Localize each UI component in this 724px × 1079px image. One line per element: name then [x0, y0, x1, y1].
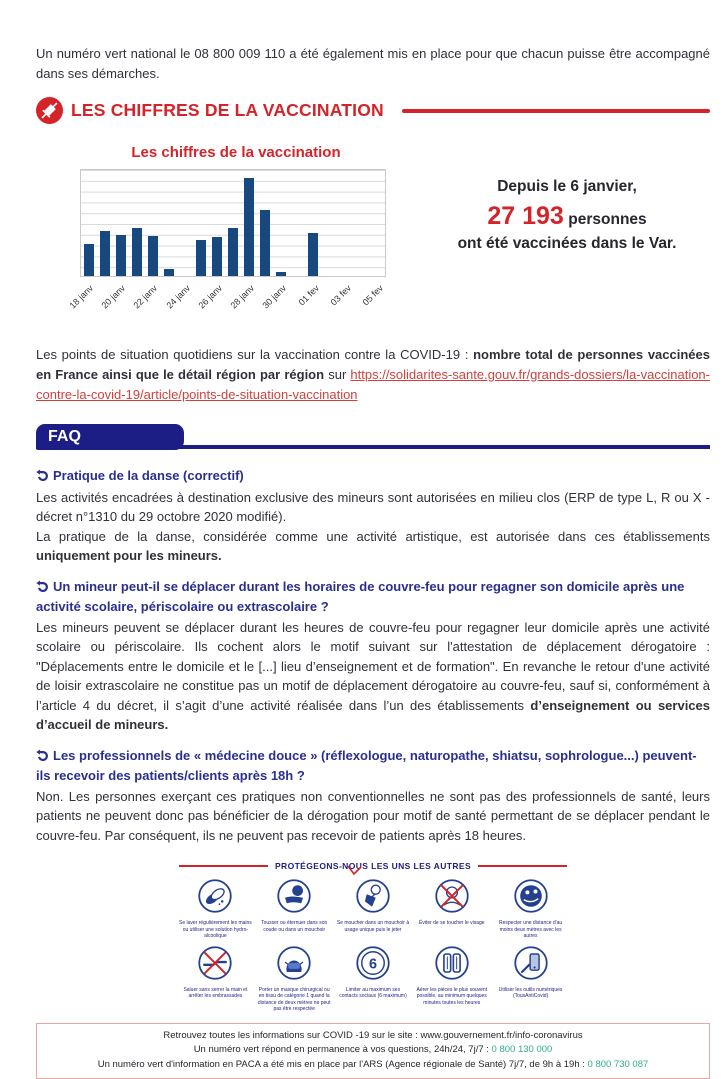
- curved-arrow-icon: [36, 578, 48, 598]
- faq-item-danse: [36, 466, 710, 566]
- footer-line-website: Retrouvez toutes les informations sur COVID -19 sur le site : www.gouvernement.fr/info-coronavirus: [163, 1029, 583, 1041]
- infographic-caption: Porter un masque chirurgical ou en tissu de catégorie 1 quand la distance de deux mètres ne peut pas être respectée: [257, 986, 331, 1013]
- vaccinated-count: 27 193: [487, 202, 564, 230]
- x-tick-label: 01 fev: [296, 283, 321, 308]
- x-tick-label: 05 fev: [360, 283, 386, 308]
- x-tick-label: 26 janv: [196, 283, 224, 311]
- infographic-caption: Tousser ou éternuer dans son coude ou dans un mouchoir: [261, 920, 328, 933]
- x-tick-label: 18 janv: [67, 283, 96, 311]
- infographic-item: [179, 878, 252, 940]
- chart-bar: [228, 228, 238, 276]
- faq-answer: Les activités encadrées à destination exclusive des mineurs sont autorisées en milieu clos (ERP de type L, R ou X - décret n°1310 du 29 octobre 2020 modifié). La pratique de la danse, considérée comme une activité artistique, est autorisée dans ces établissements uniquement pour les mineurs.: [36, 489, 710, 564]
- footer-line-paca-number: Un numéro vert d'information en PACA a été mis en place par l'ARS (Agence régionale de Santé) 7j/7, de 9h à 19h : 0 800 730 087: [97, 1059, 649, 1071]
- chart-bar: [100, 231, 110, 276]
- faq-item-mineur-couvre-feu: [36, 577, 710, 735]
- infographic-icon-grid: [179, 878, 567, 1013]
- infographic-caption: Éviter de se toucher le visage: [418, 920, 485, 927]
- infographic-caption: Limiter au maximum ses contacts sociaux (6 maximum): [339, 986, 407, 1000]
- chart-plot-area: [80, 169, 386, 277]
- no-touch-face-icon: [415, 878, 488, 919]
- x-tick-label: 03 fev: [328, 283, 353, 308]
- syringe-icon: [36, 97, 63, 124]
- tissue-icon: [337, 878, 410, 919]
- chart-bar: [132, 228, 142, 276]
- infographic-item: [494, 878, 567, 940]
- faq-answer: Non. Les personnes exerçant ces pratiques non conventionnelles ne sont pas des professionnels de santé, leurs patients ne peuvent donc pas bénéficier de la dérogation pour motif de santé permettant de se déplacer pendant le couvre-feu. Par conséquent, ils ne peuvent pas recevoir de patients après 18 heures.: [36, 788, 710, 843]
- faq-banner: [36, 424, 710, 454]
- chart-bar: [148, 236, 158, 276]
- infographic-caption: Se laver régulièrement les mains ou utiliser une solution hydro-alcoolique: [179, 920, 252, 940]
- infographic-caption: Respecter une distance d'au moins deux mètres avec les autres: [498, 920, 563, 940]
- infographic-caption: Aérer les pièces le plus souvent possible, au minimum quelques minutes toutes les heures: [416, 986, 488, 1006]
- chart-bar: [116, 235, 126, 276]
- faq-question: Un mineur peut-il se déplacer durant les horaires de couvre-feu pour regagner son domicile après une activité scolaire, périscolaire ou extrascolaire ?: [36, 578, 685, 615]
- mask-icon: [258, 945, 331, 986]
- chart-bar: [308, 233, 318, 276]
- curved-arrow-icon: [36, 747, 48, 767]
- infographic-title-row: [179, 856, 567, 872]
- infographic-item: [258, 945, 331, 1013]
- vaccination-stats-block: [424, 178, 710, 253]
- infographic-item: [494, 945, 567, 1013]
- infographic-caption: Utiliser les outils numériques (TousAntiCovid): [498, 986, 563, 1000]
- faq-question: Pratique de la danse (correctif): [36, 466, 710, 487]
- stats-since-date: Depuis le 6 janvier,: [497, 178, 637, 195]
- curved-arrow-icon: [36, 467, 48, 487]
- section-header-vaccination: [36, 97, 710, 124]
- infographic-item: [337, 945, 410, 1013]
- section-title: LES CHIFFRES DE LA VACCINATION: [71, 100, 384, 120]
- infographic-caption: Se moucher dans un mouchoir à usage unique puis le jeter: [336, 920, 410, 933]
- air-rooms-icon: [415, 945, 488, 986]
- x-tick-label: 28 janv: [228, 283, 257, 311]
- wash-hands-icon: [179, 878, 252, 919]
- protection-infographic: [179, 856, 567, 1013]
- cough-elbow-icon: [258, 878, 331, 919]
- stats-territory-line: ont été vaccinées dans le Var.: [457, 235, 677, 252]
- footer-line-national-number: Un numéro vert répond en permanence à vos questions, 24h/24, 7j/7 : 0 800 130 000: [193, 1044, 553, 1056]
- daily-report-paragraph: Les points de situation quotidiens sur la vaccination contre la COVID-19 : nombre total de personnes vaccinées en France ainsi que le détail région par région sur https://solidarites-sante.gouv.fr/grands-dossiers/la-vaccination-contre-la-covid-19/article/points-de-situation-vaccination: [36, 347, 710, 402]
- infographic-item: [415, 878, 488, 940]
- section-title-rule: [402, 109, 710, 113]
- chart-bar: [244, 178, 254, 276]
- svg-text:6: 6: [368, 956, 377, 973]
- infographic-title: PROTÉGEONS-NOUS LES UNS LES AUTRES: [268, 861, 478, 871]
- chart-title: Les chiffres de la vaccination: [131, 144, 341, 161]
- faq-answer: Les mineurs peuvent se déplacer durant les heures de couvre-feu pour regagner leur domicile après une activité scolaire ou périscolaire. Ils cochent alors le motif suivant sur l'attestation de déplacement dérogatoire : "Déplacements entre le domicile et le [...] lieu d’enseignement et de formation". En revanche le retour d'une activité de loisir extrascolaire ne constitue pas un motif de déplacement dérogatoire au couvre-feu, sauf si, conformément à l’article 4 du décret, il s’agit d’une activité réalisée dans l’un des établissements d’enseignement ou services d’accueil de mineurs.: [36, 619, 710, 733]
- infographic-item: [258, 878, 331, 940]
- chart-x-axis-labels: [67, 277, 386, 329]
- vaccinated-count-unit: personnes: [568, 211, 647, 228]
- faq-banner-box: [36, 424, 184, 450]
- x-tick-label: 22 janv: [131, 283, 160, 311]
- x-tick-label: 20 janv: [99, 283, 128, 311]
- infographic-item: [179, 945, 252, 1013]
- stats-count-line: [424, 202, 710, 231]
- chart-bar: [260, 210, 270, 276]
- faq-question: Les professionnels de « médecine douce » (réflexologue, naturopathe, shiatsu, sophrologue...) peuvent-ils recevoir des patients/clients après 18h ?: [36, 747, 697, 784]
- chart-and-stats-row: [36, 144, 710, 329]
- digital-tools-icon: [494, 945, 567, 986]
- x-tick-label: 24 janv: [164, 283, 192, 311]
- x-tick-label: 30 janv: [260, 283, 289, 311]
- chart-bar: [196, 240, 206, 276]
- chart-bar: [164, 269, 174, 276]
- distance-icon: [494, 878, 567, 919]
- hyperlink[interactable]: https://solidarites-sante.gouv.fr/grands-dossiers/la-vaccination-contre-la-covid-19/article/points-de-situation-vaccination: [36, 366, 710, 402]
- six-contacts-icon: [337, 945, 410, 986]
- chart-bar: [212, 237, 222, 276]
- intro-paragraph: Un numéro vert national le 08 800 009 110 a été également mis en place pour que chacun puisse être accompagné dans ses démarches.: [36, 46, 710, 81]
- chart-bar: [276, 272, 286, 276]
- vaccination-bar-chart: [67, 144, 392, 329]
- red-arrow-notch-icon: [347, 866, 363, 876]
- infographic-item: [337, 878, 410, 940]
- footer-info-box: [36, 1023, 710, 1079]
- no-handshake-icon: [179, 945, 252, 986]
- chart-bar: [84, 244, 94, 276]
- faq-banner-label: FAQ: [48, 428, 81, 446]
- infographic-item: [415, 945, 488, 1013]
- faq-item-medecine-douce: [36, 746, 710, 846]
- infographic-caption: Saluer sans serrer la main et arrêter les embrassades: [183, 986, 248, 1000]
